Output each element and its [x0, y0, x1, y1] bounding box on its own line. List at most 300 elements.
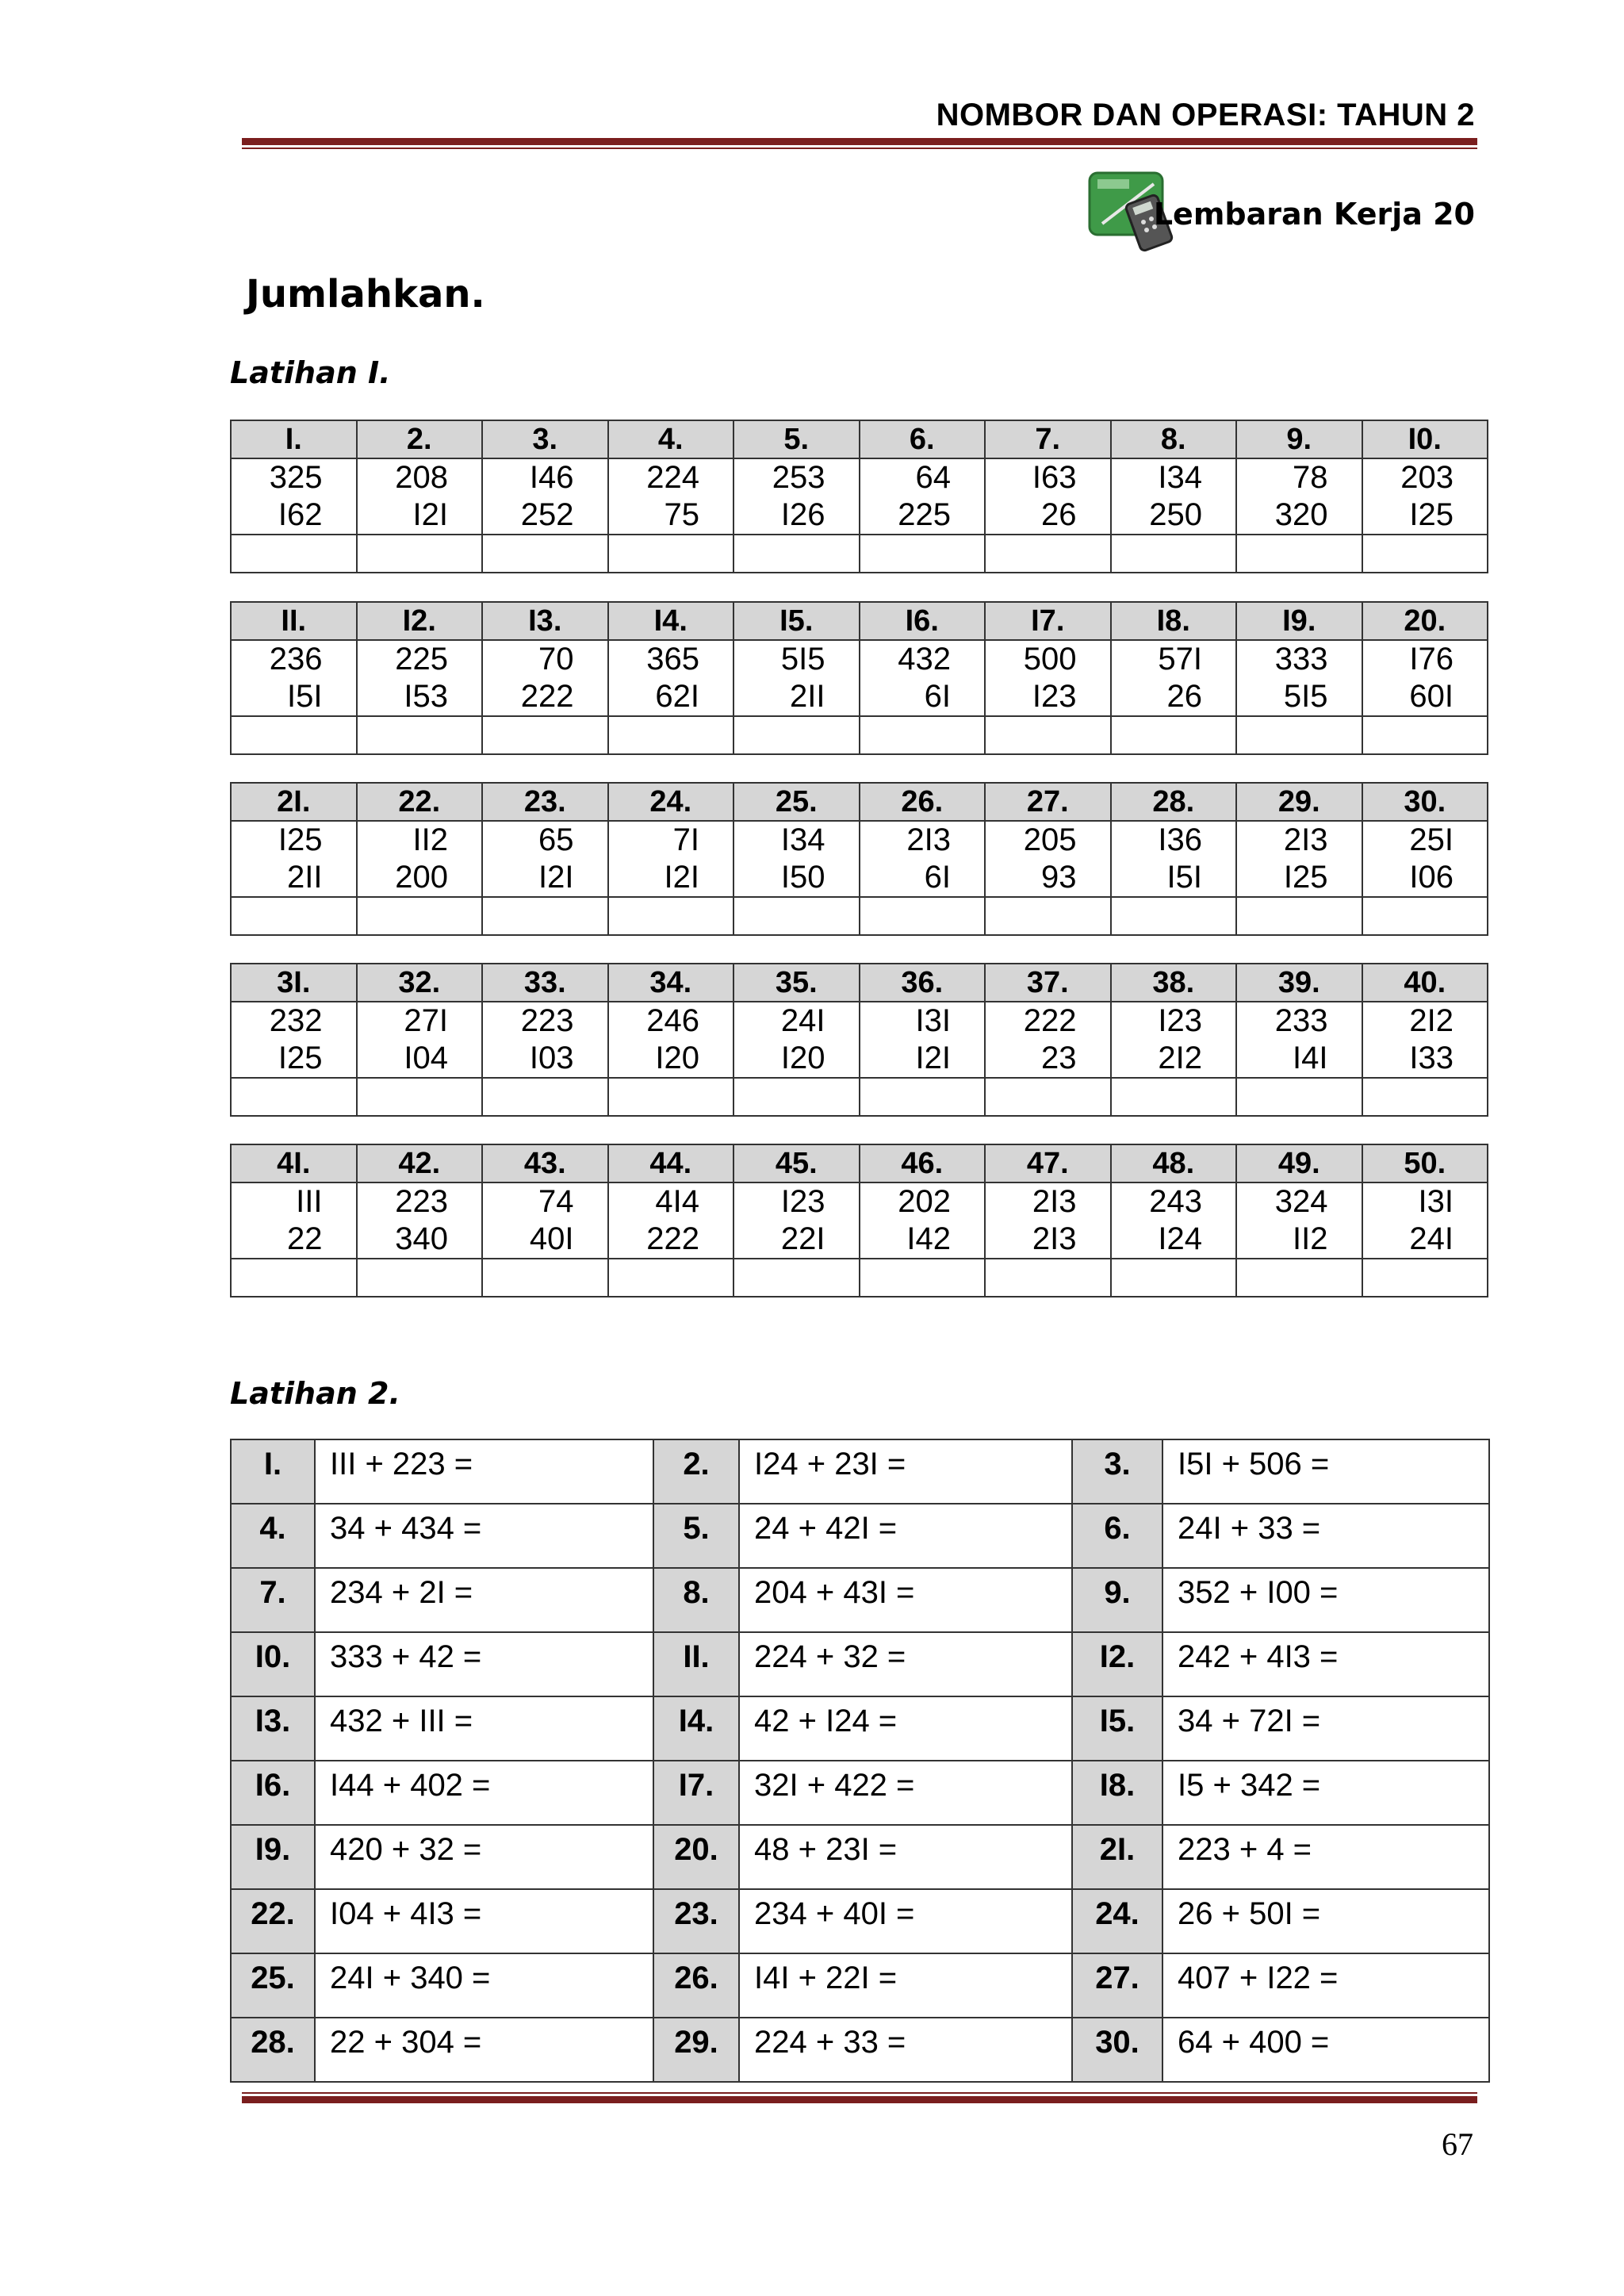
addend-top: I25 — [278, 822, 323, 857]
answer-cell[interactable] — [608, 1078, 734, 1116]
equation-row — [231, 1696, 1489, 1761]
question-number: I2. — [357, 602, 483, 640]
question-number: 27. — [985, 783, 1111, 821]
question-number: 49. — [1236, 1144, 1362, 1182]
addend-top: 65 — [538, 822, 574, 857]
question-number: 22. — [231, 1889, 315, 1953]
addend-top: I36 — [1158, 822, 1202, 857]
equation-cell[interactable]: 64 + 400 = — [1162, 2018, 1489, 2082]
addend-bottom: 225 — [898, 497, 951, 532]
answer-cell[interactable] — [860, 897, 986, 935]
addend-cell — [1362, 821, 1488, 897]
question-number: 23. — [482, 783, 608, 821]
addend-cell — [1236, 1002, 1362, 1078]
equation-row — [231, 2018, 1489, 2082]
question-number: 8. — [1111, 420, 1237, 458]
question-number: 38. — [1111, 964, 1237, 1002]
question-number: I. — [231, 1439, 315, 1504]
addend-bottom: 252 — [520, 497, 574, 532]
answer-cell[interactable] — [985, 1259, 1111, 1297]
addend-top: I23 — [1158, 1003, 1202, 1038]
question-number: 5. — [653, 1504, 739, 1568]
answer-cell[interactable] — [1236, 897, 1362, 935]
addend-cell — [357, 640, 483, 716]
addend-cell — [1236, 1182, 1362, 1259]
addend-top: I3I — [1418, 1184, 1454, 1219]
equation-cell[interactable]: 420 + 32 = — [315, 1825, 653, 1889]
addend-bottom: 2II — [287, 860, 323, 895]
equation-cell[interactable]: 32I + 422 = — [739, 1761, 1072, 1825]
question-number: 27. — [1072, 1953, 1162, 2018]
equation-cell[interactable]: I5 + 342 = — [1162, 1761, 1489, 1825]
addend-bottom: 22I — [780, 1221, 825, 1256]
question-number: 39. — [1236, 964, 1362, 1002]
addend-top: 4I4 — [655, 1184, 699, 1219]
answer-cell[interactable] — [733, 1259, 860, 1297]
equation-cell[interactable]: 223 + 4 = — [1162, 1825, 1489, 1889]
section2-title: Latihan 2. — [230, 1376, 400, 1411]
addend-top: 64 — [915, 460, 951, 495]
addend-bottom: I4I — [1293, 1041, 1328, 1075]
question-number: I8. — [1072, 1761, 1162, 1825]
addend-bottom: I33 — [1409, 1041, 1454, 1075]
addend-cell — [1111, 1182, 1237, 1259]
question-number: 4. — [231, 1504, 315, 1568]
addend-bottom: I53 — [404, 679, 448, 714]
answer-cell[interactable] — [482, 897, 608, 935]
question-number: 32. — [357, 964, 483, 1002]
addend-bottom: I2I — [915, 1041, 951, 1075]
addend-top: 57I — [1158, 642, 1202, 677]
addend-cell — [860, 458, 986, 535]
answer-cell[interactable] — [860, 716, 986, 754]
addend-cell — [985, 821, 1111, 897]
equation-cell[interactable]: 224 + 32 = — [739, 1632, 1072, 1696]
equation-cell[interactable]: I24 + 23I = — [739, 1439, 1072, 1504]
equation-cell[interactable]: 22 + 304 = — [315, 2018, 653, 2082]
question-number: I2. — [1072, 1632, 1162, 1696]
addend-bottom: 2II — [790, 679, 825, 714]
addend-top: I46 — [529, 460, 574, 495]
addend-top: 203 — [1400, 460, 1454, 495]
addend-bottom: I06 — [1409, 860, 1454, 895]
page-header-title: NOMBOR DAN OPERASI: TAHUN 2 — [936, 98, 1475, 132]
section1-title: Latihan I. — [230, 355, 391, 390]
addend-bottom: 2I2 — [1158, 1041, 1202, 1075]
addend-cell — [231, 821, 357, 897]
question-number: 33. — [482, 964, 608, 1002]
addend-cell — [733, 1182, 860, 1259]
page-number: 67 — [1442, 2126, 1473, 2162]
answer-cell[interactable] — [357, 1078, 483, 1116]
addend-top: 2I3 — [1283, 822, 1328, 857]
addend-bottom: 24I — [1409, 1221, 1454, 1256]
addend-top: 2I3 — [1032, 1184, 1077, 1219]
answer-cell[interactable] — [231, 716, 357, 754]
addend-top: 5I5 — [780, 642, 825, 677]
question-number: 30. — [1362, 783, 1488, 821]
equation-cell[interactable]: 432 + III = — [315, 1696, 653, 1761]
question-number: 9. — [1072, 1568, 1162, 1632]
answer-cell[interactable] — [608, 1259, 734, 1297]
equation-cell[interactable]: III + 223 = — [315, 1439, 653, 1504]
equation-row — [231, 1953, 1489, 2018]
addend-top: 202 — [898, 1184, 951, 1219]
addend-cell — [231, 640, 357, 716]
addend-bottom: I62 — [278, 497, 323, 532]
addend-cell — [1236, 821, 1362, 897]
question-number: I5. — [1072, 1696, 1162, 1761]
question-number: 50. — [1362, 1144, 1488, 1182]
equation-cell[interactable]: 224 + 33 = — [739, 2018, 1072, 2082]
addend-bottom: I20 — [780, 1041, 825, 1075]
addend-cell — [231, 1002, 357, 1078]
question-number: 4. — [608, 420, 734, 458]
answer-cell[interactable] — [733, 897, 860, 935]
question-number: 22. — [357, 783, 483, 821]
answer-cell[interactable] — [608, 535, 734, 573]
addend-bottom: 6I — [924, 679, 951, 714]
answer-cell[interactable] — [1111, 1259, 1237, 1297]
addend-cell — [1111, 821, 1237, 897]
question-number: II. — [653, 1632, 739, 1696]
addend-cell — [860, 1182, 986, 1259]
question-number: I9. — [231, 1825, 315, 1889]
answer-cell[interactable] — [1236, 535, 1362, 573]
question-number: 24. — [1072, 1889, 1162, 1953]
question-number: 2I. — [1072, 1825, 1162, 1889]
addend-top: 223 — [395, 1184, 448, 1219]
equation-cell[interactable]: 24I + 340 = — [315, 1953, 653, 2018]
answer-cell[interactable] — [357, 897, 483, 935]
question-number: I0. — [1362, 420, 1488, 458]
answer-cell[interactable] — [608, 897, 734, 935]
addend-cell — [733, 821, 860, 897]
answer-cell[interactable] — [1111, 716, 1237, 754]
answer-cell[interactable] — [482, 1078, 608, 1116]
addend-top: 365 — [646, 642, 699, 677]
addend-top: I34 — [1158, 460, 1202, 495]
answer-cell[interactable] — [1111, 897, 1237, 935]
answer-cell[interactable] — [733, 535, 860, 573]
addend-cell — [733, 640, 860, 716]
addend-bottom: I5I — [287, 679, 323, 714]
question-number: 26. — [653, 1953, 739, 2018]
answer-cell[interactable] — [357, 1259, 483, 1297]
addend-top: I76 — [1409, 642, 1454, 677]
equation-cell[interactable]: I5I + 506 = — [1162, 1439, 1489, 1504]
addend-cell — [357, 1182, 483, 1259]
question-number: 25. — [733, 783, 860, 821]
answer-cell[interactable] — [357, 535, 483, 573]
addend-bottom: I2I — [664, 860, 699, 895]
addend-cell — [608, 640, 734, 716]
addend-top: 246 — [646, 1003, 699, 1038]
addend-bottom: I26 — [780, 497, 825, 532]
addend-cell — [1362, 640, 1488, 716]
answer-cell[interactable] — [985, 1078, 1111, 1116]
addend-cell — [860, 821, 986, 897]
addend-bottom: 26 — [1041, 497, 1077, 532]
addition-grid-4 — [230, 963, 1488, 1117]
equation-cell[interactable]: 42 + I24 = — [739, 1696, 1072, 1761]
addend-top: 27I — [404, 1003, 448, 1038]
addend-top: 225 — [395, 642, 448, 677]
addend-cell — [482, 1002, 608, 1078]
addend-top: II2 — [412, 822, 448, 857]
addend-bottom: 222 — [646, 1221, 699, 1256]
addend-top: 222 — [1023, 1003, 1077, 1038]
addition-grid-3 — [230, 782, 1488, 936]
equation-cell[interactable]: 48 + 23I = — [739, 1825, 1072, 1889]
equation-row — [231, 1439, 1489, 1504]
addend-bottom: 22 — [287, 1221, 323, 1256]
addend-bottom: I2I — [412, 497, 448, 532]
addend-cell — [357, 1002, 483, 1078]
equation-row — [231, 1825, 1489, 1889]
equation-cell[interactable]: 234 + 2I = — [315, 1568, 653, 1632]
addend-cell — [482, 640, 608, 716]
addend-top: I34 — [780, 822, 825, 857]
addend-cell — [985, 1002, 1111, 1078]
addend-top: 74 — [538, 1184, 574, 1219]
addend-top: 243 — [1149, 1184, 1202, 1219]
answer-cell[interactable] — [231, 1259, 357, 1297]
footer-rule — [242, 2092, 1477, 2103]
addend-top: 236 — [269, 642, 323, 677]
addend-cell — [357, 458, 483, 535]
question-number: II. — [231, 602, 357, 640]
answer-cell[interactable] — [985, 716, 1111, 754]
addend-bottom: 320 — [1274, 497, 1328, 532]
question-number: 6. — [1072, 1504, 1162, 1568]
addend-cell — [482, 1182, 608, 1259]
addend-cell — [482, 821, 608, 897]
equation-cell[interactable]: I44 + 402 = — [315, 1761, 653, 1825]
answer-cell[interactable] — [357, 716, 483, 754]
addend-bottom: 222 — [520, 679, 574, 714]
addend-bottom: 60I — [1409, 679, 1454, 714]
answer-cell[interactable] — [733, 716, 860, 754]
answer-cell[interactable] — [1236, 1259, 1362, 1297]
question-number: 28. — [1111, 783, 1237, 821]
question-number: I3. — [231, 1696, 315, 1761]
answer-cell[interactable] — [860, 1078, 986, 1116]
addend-cell — [608, 821, 734, 897]
addend-bottom: I2I — [538, 860, 574, 895]
addend-bottom: I03 — [529, 1041, 574, 1075]
addition-grid-5 — [230, 1144, 1488, 1297]
addend-cell — [231, 1182, 357, 1259]
addend-top: 24I — [780, 1003, 825, 1038]
answer-cell[interactable] — [1362, 1078, 1488, 1116]
answer-cell[interactable] — [985, 897, 1111, 935]
question-number: 7. — [985, 420, 1111, 458]
question-number: 35. — [733, 964, 860, 1002]
question-number: I4. — [653, 1696, 739, 1761]
question-number: 2. — [357, 420, 483, 458]
addend-top: I3I — [915, 1003, 951, 1038]
equation-cell[interactable]: 352 + I00 = — [1162, 1568, 1489, 1632]
addend-cell — [1111, 458, 1237, 535]
addend-bottom: I25 — [278, 1041, 323, 1075]
addend-bottom: 40I — [529, 1221, 574, 1256]
answer-cell[interactable] — [1111, 535, 1237, 573]
answer-cell[interactable] — [985, 535, 1111, 573]
addend-top: 7I — [672, 822, 699, 857]
question-number: 25. — [231, 1953, 315, 2018]
equation-cell[interactable]: 26 + 50I = — [1162, 1889, 1489, 1953]
addend-top: 325 — [269, 460, 323, 495]
addend-bottom: 2I3 — [1032, 1221, 1077, 1256]
addend-top: 253 — [772, 460, 825, 495]
addend-top: 208 — [395, 460, 448, 495]
answer-cell[interactable] — [1111, 1078, 1237, 1116]
question-number: I7. — [985, 602, 1111, 640]
question-number: I. — [231, 420, 357, 458]
equation-cell[interactable]: 242 + 4I3 = — [1162, 1632, 1489, 1696]
addend-top: 333 — [1274, 642, 1328, 677]
question-number: 3. — [1072, 1439, 1162, 1504]
answer-cell[interactable] — [1362, 716, 1488, 754]
equation-cell[interactable]: 24 + 42I = — [739, 1504, 1072, 1568]
answer-cell[interactable] — [733, 1078, 860, 1116]
addend-top: 224 — [646, 460, 699, 495]
equation-cell[interactable]: 333 + 42 = — [315, 1632, 653, 1696]
addend-cell — [1362, 458, 1488, 535]
question-number: 23. — [653, 1889, 739, 1953]
addend-top: 232 — [269, 1003, 323, 1038]
addend-cell — [357, 821, 483, 897]
addend-cell — [1111, 1002, 1237, 1078]
question-number: 47. — [985, 1144, 1111, 1182]
answer-cell[interactable] — [860, 535, 986, 573]
addend-bottom: 200 — [395, 860, 448, 895]
addend-cell — [1111, 640, 1237, 716]
addend-bottom: 93 — [1041, 860, 1077, 895]
equation-row — [231, 1632, 1489, 1696]
question-number: 42. — [357, 1144, 483, 1182]
question-number: 24. — [608, 783, 734, 821]
question-number: 3I. — [231, 964, 357, 1002]
question-number: 3. — [482, 420, 608, 458]
question-number: I7. — [653, 1761, 739, 1825]
addend-bottom: I25 — [1409, 497, 1454, 532]
equation-row — [231, 1568, 1489, 1632]
answer-cell[interactable] — [482, 716, 608, 754]
answer-cell[interactable] — [231, 1078, 357, 1116]
addend-cell — [860, 640, 986, 716]
answer-cell[interactable] — [608, 716, 734, 754]
question-number: 34. — [608, 964, 734, 1002]
question-number: 2I. — [231, 783, 357, 821]
question-number: 26. — [860, 783, 986, 821]
question-number: I6. — [231, 1761, 315, 1825]
equation-cell[interactable]: 407 + I22 = — [1162, 1953, 1489, 2018]
addend-top: 432 — [898, 642, 951, 677]
answer-cell[interactable] — [482, 1259, 608, 1297]
addend-bottom: 5I5 — [1283, 679, 1328, 714]
answer-cell[interactable] — [860, 1259, 986, 1297]
question-number: 8. — [653, 1568, 739, 1632]
question-number: I0. — [231, 1632, 315, 1696]
equation-cell[interactable]: 204 + 43I = — [739, 1568, 1072, 1632]
answer-cell[interactable] — [1362, 897, 1488, 935]
answer-cell[interactable] — [1362, 535, 1488, 573]
addend-top: 78 — [1293, 460, 1328, 495]
addend-cell — [860, 1002, 986, 1078]
addend-bottom: 23 — [1041, 1041, 1077, 1075]
answer-cell[interactable] — [231, 897, 357, 935]
addend-bottom: I50 — [780, 860, 825, 895]
equation-row — [231, 1761, 1489, 1825]
question-number: 4I. — [231, 1144, 357, 1182]
question-number: 44. — [608, 1144, 734, 1182]
addend-bottom: I04 — [404, 1041, 448, 1075]
addend-bottom: I20 — [655, 1041, 699, 1075]
equation-cell[interactable]: 234 + 40I = — [739, 1889, 1072, 1953]
equation-cell[interactable]: I04 + 4I3 = — [315, 1889, 653, 1953]
addend-cell — [482, 458, 608, 535]
addend-cell — [608, 458, 734, 535]
answer-cell[interactable] — [1236, 716, 1362, 754]
question-number: I5. — [733, 602, 860, 640]
addend-bottom: 6I — [924, 860, 951, 895]
addition-grid-2 — [230, 601, 1488, 755]
addend-top: 500 — [1023, 642, 1077, 677]
answer-cell[interactable] — [1362, 1259, 1488, 1297]
equation-cell[interactable]: 34 + 72I = — [1162, 1696, 1489, 1761]
addend-top: 25I — [1409, 822, 1454, 857]
question-number: 20. — [1362, 602, 1488, 640]
addend-top: 324 — [1274, 1184, 1328, 1219]
addend-bottom: 340 — [395, 1221, 448, 1256]
answer-cell[interactable] — [231, 535, 357, 573]
question-number: 45. — [733, 1144, 860, 1182]
addend-bottom: I24 — [1158, 1221, 1202, 1256]
addend-top: 2I2 — [1409, 1003, 1454, 1038]
addition-grid-1 — [230, 420, 1488, 573]
header-rule — [242, 138, 1477, 149]
question-number: 48. — [1111, 1144, 1237, 1182]
question-number: 9. — [1236, 420, 1362, 458]
equation-cell[interactable]: 24I + 33 = — [1162, 1504, 1489, 1568]
answer-cell[interactable] — [1236, 1078, 1362, 1116]
addend-top: 233 — [1274, 1003, 1328, 1038]
equation-row — [231, 1889, 1489, 1953]
question-number: 40. — [1362, 964, 1488, 1002]
addend-cell — [985, 640, 1111, 716]
question-number: 29. — [653, 2018, 739, 2082]
addend-bottom: 62I — [655, 679, 699, 714]
equation-cell[interactable]: I4I + 22I = — [739, 1953, 1072, 2018]
addend-bottom: I23 — [1032, 679, 1077, 714]
equation-cell[interactable]: 34 + 434 = — [315, 1504, 653, 1568]
addend-top: 70 — [538, 642, 574, 677]
question-number: 20. — [653, 1825, 739, 1889]
addend-bottom: I25 — [1283, 860, 1328, 895]
addend-bottom: 75 — [664, 497, 699, 532]
addend-top: I23 — [780, 1184, 825, 1219]
addend-top: 223 — [520, 1003, 574, 1038]
addend-cell — [1362, 1182, 1488, 1259]
answer-cell[interactable] — [482, 535, 608, 573]
addend-cell — [1236, 640, 1362, 716]
addend-cell — [733, 458, 860, 535]
addend-cell — [985, 458, 1111, 535]
addend-cell — [733, 1002, 860, 1078]
question-number: 30. — [1072, 2018, 1162, 2082]
